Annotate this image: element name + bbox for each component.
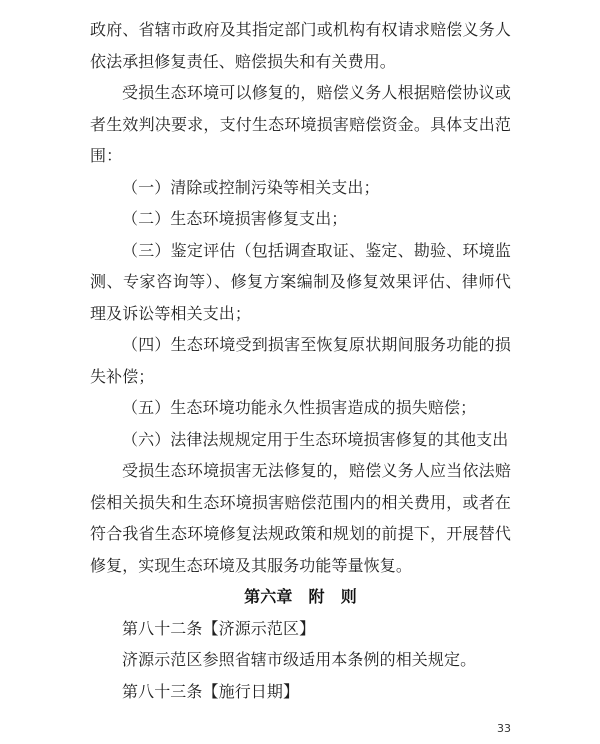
list-item-6: （六）法律法规规定用于生态环境损害修复的其他支出 xyxy=(122,429,509,449)
list-item-4: （四）生态环境受到损害至恢复原状期间服务功能的损失补偿； xyxy=(90,335,511,386)
paragraph: 受损生态环境可以修复的，赔偿义务人根据赔偿协议或者生效判决要求，支付生态环境损害赔偿资金。具体支出范围： xyxy=(90,83,511,165)
page-number: 33 xyxy=(497,722,511,735)
page-content xyxy=(90,14,511,707)
article-82-title: 第八十二条【济源示范区】 xyxy=(122,618,316,638)
list-item-5: （五）生态环境功能永久性损害造成的损失赔偿； xyxy=(122,398,477,417)
paragraph: 受损生态环境损害无法修复的，赔偿义务人应当依法赔偿相关损失和生态环境损害赔偿范围内的相关费用，或者在符合我省生态环境修复法规政策和规划的前提下，开展替代修复，实现生态环境及其服务功能等量恢复。 xyxy=(90,461,511,575)
article-83-title: 第八十三条【施行日期】 xyxy=(122,681,300,701)
list-item-2: （二）生态环境损害修复支出； xyxy=(122,209,348,228)
list-item-3: （三）鉴定评估（包括调查取证、鉴定、勘验、环境监测、专家咨询等）、修复方案编制及修复效果评估、律师代理及诉讼等相关支出； xyxy=(90,240,511,323)
article-82-text: 济源示范区参照省辖市级适用本条例的相关规定。 xyxy=(122,650,477,669)
list-item-1: （一）清除或控制污染等相关支出； xyxy=(122,177,380,197)
paragraph-continuation: 政府、省辖市政府及其指定部门或机构有权请求赔偿义务人依法承担修复责任、赔偿损失和有关费用。 xyxy=(90,20,511,71)
chapter-heading: 第六章 附 则 xyxy=(244,587,357,606)
